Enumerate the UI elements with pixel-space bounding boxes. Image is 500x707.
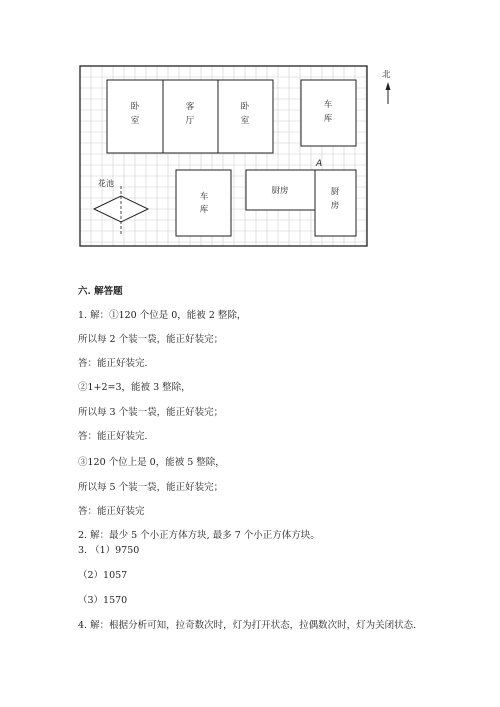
section-heading: 六. 解答题 (78, 286, 123, 297)
answer-line: ③120 个位上是 0，能被 5 整除， (78, 457, 225, 468)
answer-line: 所以每 5 个装一袋，能正好装完； (78, 482, 224, 493)
room-label: 库 (323, 114, 333, 124)
room-label: 厨房 (271, 186, 289, 196)
room-label: 车 (323, 100, 333, 110)
answer-line: 3. （1）9750 (78, 545, 140, 556)
answer-line: （2）1057 (78, 570, 128, 581)
answer-line: ②1+2=3，能被 3 整除， (78, 382, 191, 393)
floor-plan-figure (0, 0, 500, 260)
room-label: 库 (199, 205, 209, 215)
room-bedroom-2 (218, 80, 273, 153)
answer-line: 2. 解：最少 5 个小正方体方块, 最多 7 个小正方体方块。 (78, 530, 320, 541)
room-label: 厨 (330, 187, 340, 197)
flowerbed-label: 花池 (98, 179, 114, 188)
room-label: 卧 (240, 102, 250, 112)
answer-line: 答：能正好装完. (78, 431, 148, 442)
north-label: 北 (382, 70, 391, 80)
north-arrow-icon (386, 82, 391, 90)
room-living-room (163, 80, 218, 153)
room-label: 室 (130, 116, 140, 126)
answer-line: 1. 解：①120 个位是 0，能被 2 整除， (78, 310, 247, 321)
room-kitchen-1 (246, 170, 315, 210)
answer-line: 所以每 3 个装一袋，能正好装完； (78, 407, 224, 418)
room-kitchen-2 (315, 170, 356, 236)
room-label: 车 (199, 192, 209, 202)
answer-line: 所以每 2 个装一袋，能正好装完； (78, 334, 224, 345)
room-label: 客 (185, 102, 195, 112)
answer-line: 答：能正好装完 (78, 506, 145, 517)
north-indicator (382, 69, 391, 104)
room-garage-1 (301, 80, 356, 146)
room-label: 厅 (185, 116, 195, 126)
answer-line: （3）1570 (78, 595, 128, 606)
room-label: 房 (330, 201, 340, 211)
point-a-label: A (316, 159, 323, 169)
room-garage-2 (176, 170, 231, 236)
answer-line: 4. 解：根据分析可知，拉奇数次时，灯为打开状态，拉偶数次时，灯为关闭状态. (78, 620, 417, 631)
room-bedroom-1 (107, 80, 163, 153)
room-label: 卧 (130, 102, 140, 112)
room-label: 室 (240, 116, 250, 126)
answer-line: 答：能正好装完. (78, 358, 148, 369)
